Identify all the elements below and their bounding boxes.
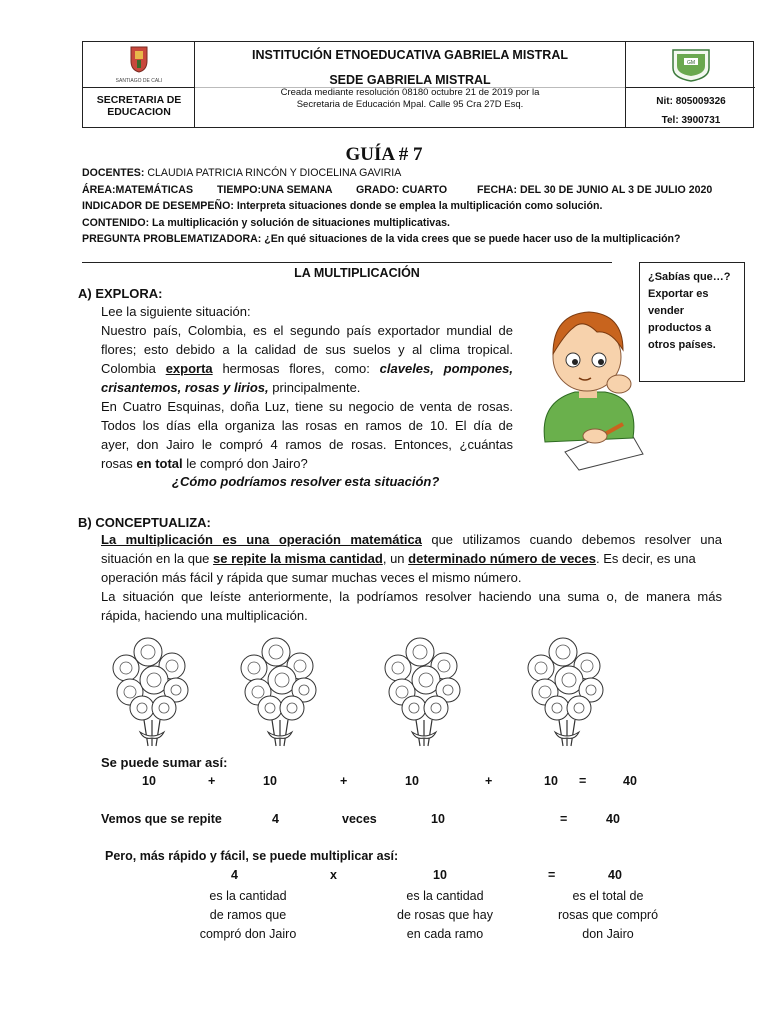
sum-result: 40	[623, 774, 637, 788]
explora-paragraph: Nuestro país, Colombia, es el segundo país exportador mundial de flores; esto debido a la calidad de sus suelos y al clima tropical. Colombia exporta hermosas flores, como: claveles, pompones, crisantemos, rosas y lirios, principalmente. En Cuatro Esquinas, doña Luz, tiene su negocio de venta de rosas. Todos los días ella organiza las rosas en ramos de 10. El día de ayer, don Jairo le compró 4 ramos de rosas. Entonces, ¿cuántas rosas en total le compró don Jairo?	[101, 323, 513, 471]
desc-rosas-ramo: es la cantidad de rosas que hay en cada ramo	[397, 889, 493, 941]
mult-result: 40	[608, 868, 622, 882]
explora-intro: Lee la siguiente situación:	[101, 304, 251, 319]
sede-name: SEDE GABRIELA MISTRAL	[329, 73, 491, 87]
bouquet-3	[385, 638, 460, 746]
section-title: LA MULTIPLICACIÓN	[294, 266, 420, 280]
explora-heading: A) EXPLORA:	[78, 286, 163, 301]
desc-ramos: es la cantidad de ramos que compró don Jairo	[199, 889, 297, 941]
sum-term-2: 10	[263, 774, 277, 788]
sum-plus-2: +	[340, 774, 348, 788]
desc-total: es el total de rosas que compró don Jairo	[557, 889, 659, 941]
guide-title: GUÍA # 7	[345, 144, 423, 165]
repeat-value: 10	[431, 812, 445, 826]
cali-logo	[97, 44, 181, 86]
repeat-label: Vemos que se repite	[101, 812, 222, 826]
mult-factor-a: 4	[231, 868, 238, 882]
repeat-veces: veces	[342, 812, 377, 826]
bouquets-row	[0, 628, 768, 752]
explora-question: ¿Cómo podríamos resolver esta situación?	[172, 474, 440, 489]
pregunta-line: PREGUNTA PROBLEMATIZADORA: ¿En qué situaciones de la vida crees que se puede hacer uso de la multiplicación?	[82, 233, 681, 245]
conceptualiza-paragraph: La multiplicación es una operación matemática que utilizamos cuando debemos resolver una situación en la que se repite la misma cantidad, un determinado número de veces. Es decir, es una operación más fácil y rápida que sumar muchas veces el mismo número. La situación que leíste anteriormente, la podríamos resolver haciendo una suma o, de manera más rápida, haciendo una multiplicación.	[101, 532, 722, 623]
indicador-line: INDICADOR DE DESEMPEÑO: Interpreta situaciones donde se emplea la multiplicación como solución.	[82, 200, 603, 212]
secretaria-label: SECRETARIA DE EDUCACION	[96, 94, 182, 118]
mult-label: Pero, más rápido y fácil, se puede multiplicar así:	[105, 849, 399, 863]
sum-term-3: 10	[405, 774, 419, 788]
divider	[82, 262, 612, 263]
institution-name: INSTITUCIÓN ETNOEDUCATIVA GABRIELA MISTRAL	[252, 48, 568, 62]
conceptualiza-heading: B) CONCEPTUALIZA:	[78, 515, 211, 530]
svg-text:GM: GM	[686, 60, 696, 66]
repeat-count: 4	[272, 812, 279, 826]
header-table	[82, 41, 754, 128]
sum-equals: =	[579, 774, 587, 788]
sum-term-1: 10	[142, 774, 156, 788]
nit-text: Nit: 805009326	[656, 96, 726, 107]
resolution-text: Creada mediante resolución 08180 octubre 21 de 2019 por la Secretaria de Educación Mpal. Calle 95 Cra 27D Esq.	[280, 87, 540, 110]
sabias-que-box: ¿Sabías que…? Exportar es vender productos a otros países.	[639, 262, 745, 382]
contenido-line: CONTENIDO: La multiplicación y solución de situaciones multiplicativas.	[82, 217, 450, 229]
bouquet-4	[528, 638, 603, 746]
mult-equals: =	[548, 868, 556, 882]
repeat-equals: =	[560, 812, 568, 826]
docentes-line: DOCENTES: CLAUDIA PATRICIA RINCÓN Y DIOCELINA GAVIRIA	[82, 167, 402, 179]
bouquet-2	[241, 638, 316, 746]
thinking-boy-illustration	[535, 302, 645, 472]
sum-term-4: 10	[544, 774, 558, 788]
school-shield-icon	[667, 47, 715, 83]
sum-label: Se puede sumar así:	[101, 755, 228, 770]
mult-factor-b: 10	[433, 868, 447, 882]
sum-plus-3: +	[485, 774, 493, 788]
repeat-result: 40	[606, 812, 620, 826]
logo-caption: SANTIAGO DE CALI	[115, 78, 163, 84]
area-line: ÁREA:MATEMÁTICAS TIEMPO:UNA SEMANA GRADO: CUARTO FECHA: DEL 30 DE JUNIO AL 3 DE JULIO 2020	[82, 184, 713, 196]
sum-plus-1: +	[208, 774, 216, 788]
tel-text: Tel: 3900731	[661, 115, 721, 126]
mult-times: x	[330, 868, 337, 882]
bouquet-1	[113, 638, 188, 746]
